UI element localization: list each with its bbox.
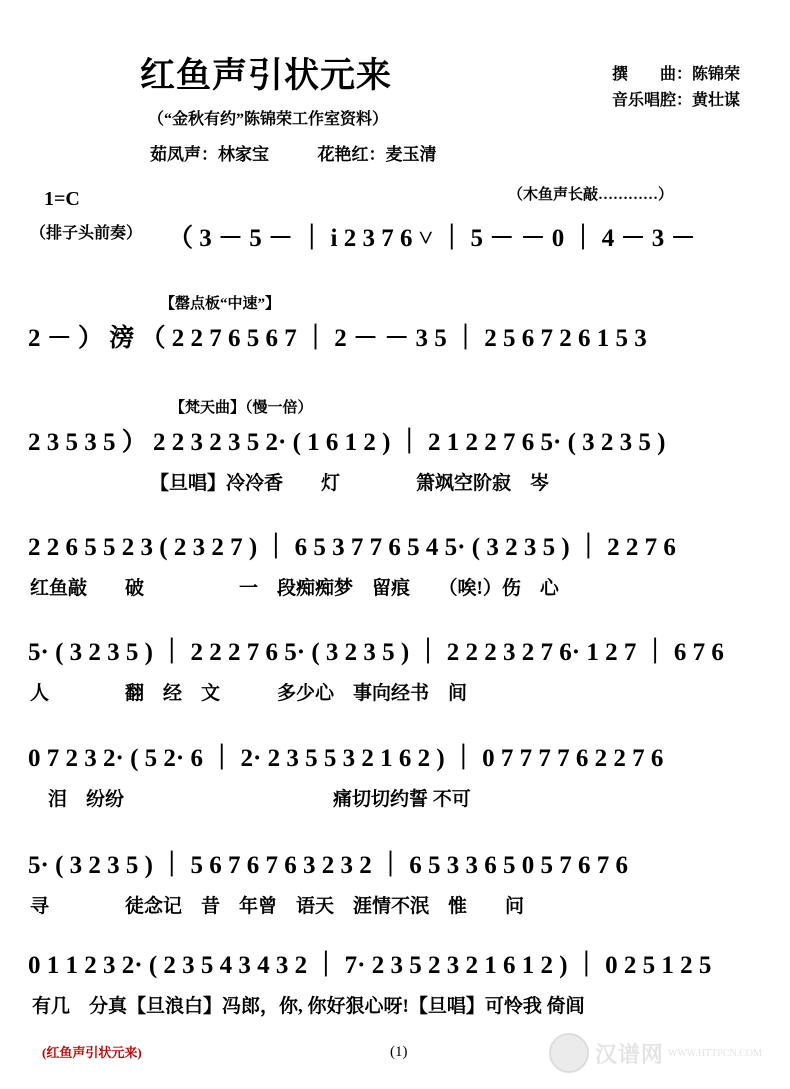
footer-song-label: (红鱼声引状元来) [42,1045,142,1060]
role-1: 茹凤声：林家宝 [150,145,269,164]
notation-line-2: 2 － ） 滂 （ 2 2 7 6 5 6 7 ｜ 2 － － 3 5 ｜ 2 5 6 7 2 6 1 5 3 [28,325,647,352]
lyrics-line-6: 泪 纷纷 痛切切约誓 不可 [48,789,471,810]
performance-note-qingdian: 【罄点板“中速”】 [160,296,281,312]
lyrics-line-3: 【旦唱】冷冷香 灯 箫飒空阶寂 岑 [150,473,550,494]
notation-line-4: 2 2 6 5 5 2 3 ( 2 3 2 7 ) ｜ 6 5 3 7 7 6 5 4 5· ( 3 2 3 5 ) ｜ 2 2 7 6 [28,534,676,561]
notation-line-7: 5· ( 3 2 3 5 ) ｜ 5 6 7 6 7 6 3 2 3 2 ｜ 6 5 3 3 6 5 0 5 7 6 7 6 [28,852,628,879]
page-title: 红鱼声引状元来 [140,56,393,95]
lyrics-line-4: 红鱼敲 破 一 段痴痴梦 留痕 （唉!）伤 心 [30,578,559,599]
credits [612,62,740,114]
lyrics-line-7: 寻 徒念记 昔 年曾 语天 涯情不泯 惟 问 [30,896,525,917]
role-2: 花艳红：麦玉清 [317,145,437,164]
role-credits [150,140,437,165]
lyrics-line-5: 人 翻 经 文 多少心 事向经书 间 [30,683,468,704]
watermark [549,1033,762,1073]
notation-line-1: （ 3 － 5 － ｜ i 2 3 7 6 ˅ ｜ 5 － － 0 ｜ 4 － 3 － [168,225,696,252]
watermark-text: 汉谱网 [594,1041,664,1067]
watermark-url: WWW.HTTPCN.COM [667,1047,762,1059]
performance-note-muyu: （木鱼声长敲…………） [508,187,674,203]
composer-credit: 撰 曲：陈锦荣 [611,66,740,83]
notation-line-5: 5· ( 3 2 3 5 ) ｜ 2 2 2 7 6 5· ( 3 2 3 5 ) ｜ 2 2 2 3 2 7 6· 1 2 7 ｜ 6 7 6 [28,639,724,666]
page-number: (1) [390,1044,408,1060]
prelude-label: （排子头前奏） [30,225,143,242]
lyrics-line-8: 有几 分真【旦浪白】冯郎，你, 你好狠心呀!【旦唱】可怜我 倚闾 [32,996,585,1017]
notation-line-8: 0 1 1 2 3 2· ( 2 3 5 4 3 4 3 2 ｜ 7· 2 3 5 2 3 2 1 6 1 2 ) ｜ 0 2 5 1 2 5 [28,952,712,979]
key-signature: 1=C [44,188,80,210]
performance-note-fantian: 【梵天曲】（慢一倍） [170,400,313,416]
subtitle: （“金秋有约”陈锦荣工作室资料） [148,111,389,128]
notation-line-6: 0 7 2 3 2· ( 5 2· 6 ｜ 2· 2 3 5 5 3 2 1 6 2 ) ｜ 0 7 7 7 7 6 2 2 7 6 [28,745,664,772]
arranger-credit: 音乐唱腔：黄壮谋 [611,92,740,109]
notation-line-3: 2 3 5 3 5 ） 2 2 3 2 3 5 2· ( 1 6 1 2 ) ｜ 2 1 2 2 7 6 5· ( 3 2 3 5 ) [28,429,666,456]
watermark-logo-icon [549,1033,589,1073]
